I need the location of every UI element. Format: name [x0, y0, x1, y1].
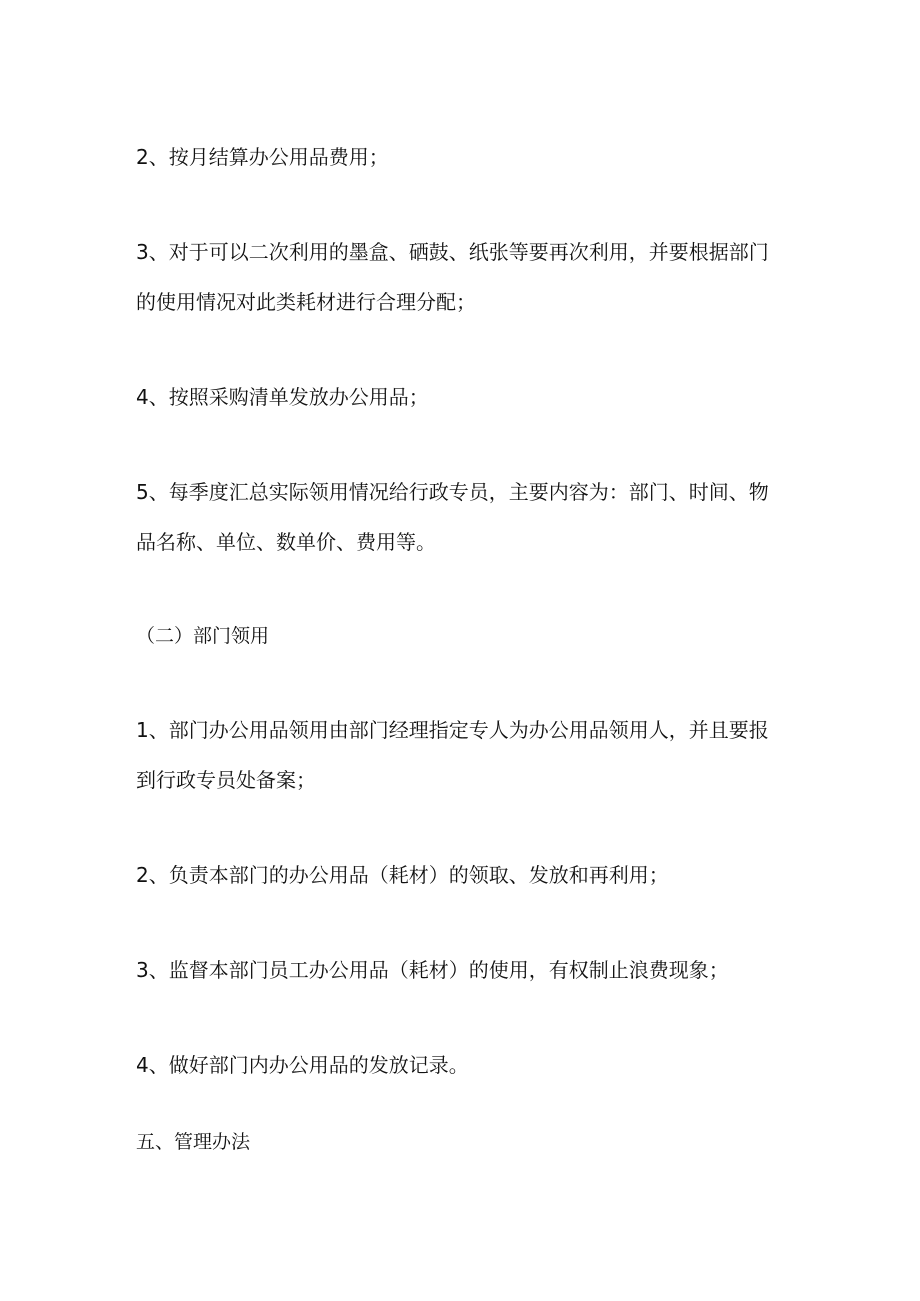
paragraph-line: 4、按照采购清单发放办公用品； — [136, 385, 429, 409]
paragraph-line: 3、对于可以二次利用的墨盒、硒鼓、纸张等要再次利用，并要根据部门 — [136, 240, 769, 264]
paragraph-line: 4、做好部门内办公用品的发放记录。 — [136, 1053, 469, 1077]
paragraph-line: 品名称、单位、数单价、费用等。 — [136, 530, 436, 554]
paragraph-line: 到行政专员处备案； — [136, 768, 316, 792]
paragraph-line: 的使用情况对此类耗材进行合理分配； — [136, 290, 476, 314]
paragraph-line: 2、按月结算办公用品费用； — [136, 145, 389, 169]
section-heading: 五、管理办法 — [136, 1131, 251, 1153]
section-heading: （二）部门领用 — [136, 625, 270, 647]
paragraph-line: 3、监督本部门员工办公用品（耗材）的使用，有权制止浪费现象； — [136, 958, 729, 982]
paragraph-line: 5、每季度汇总实际领用情况给行政专员，主要内容为：部门、时间、物 — [136, 480, 769, 504]
paragraph-line: 2、负责本部门的办公用品（耗材）的领取、发放和再利用； — [136, 863, 669, 887]
paragraph-line: 1、部门办公用品领用由部门经理指定专人为办公用品领用人，并且要报 — [136, 718, 769, 742]
